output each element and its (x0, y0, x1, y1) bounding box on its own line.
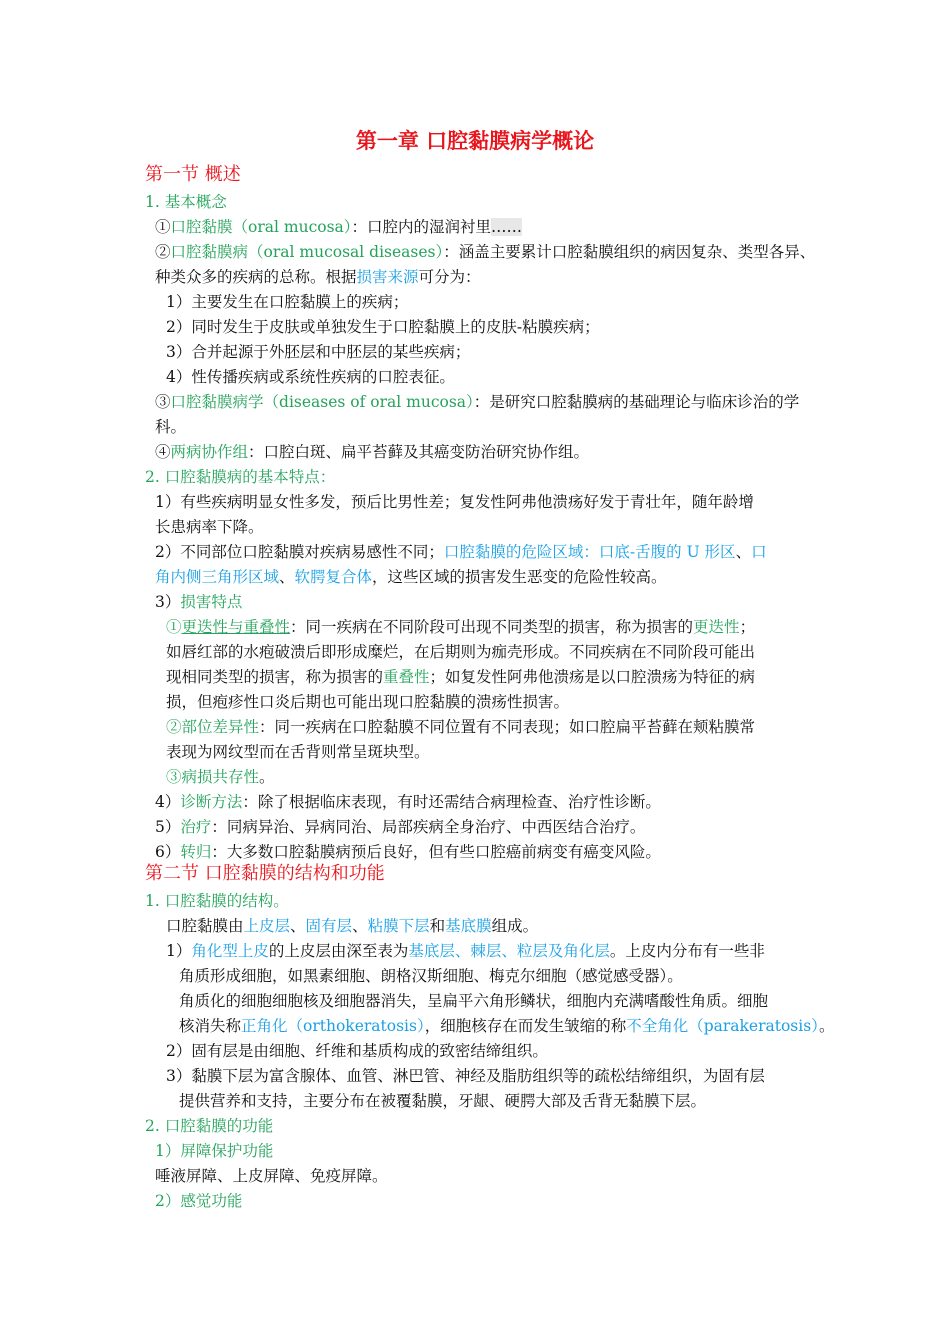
text: ，细胞核存在而发生皱缩的称 (424, 1017, 627, 1035)
text: ：同一疾病在不同阶段可出现不同类型的损害，称为损害的 (290, 618, 694, 636)
paragraph-line: 长患病率下降。 (155, 518, 264, 536)
paragraph-line (155, 790, 661, 814)
term: 软腭复合体 (294, 568, 373, 586)
term: 诊断方法 (180, 793, 243, 811)
section-heading: 第二节 口腔黏膜的结构和功能 (145, 863, 385, 884)
item-number: ① (155, 218, 171, 236)
text: 种类众多的疾病的总称。根据 (155, 268, 357, 286)
term: 基底层、棘层、粒层及角化层 (408, 942, 610, 960)
text: 口腔黏膜由 (166, 917, 244, 935)
term: 口腔黏膜（oral mucosa） (170, 218, 352, 236)
text: ，这些区域的损害发生恶变的危险性较高。 (372, 568, 667, 586)
text: 、 (279, 568, 295, 586)
paragraph-line (155, 540, 767, 564)
text: 。 (818, 1017, 835, 1035)
term: ②部位差异性 (166, 718, 260, 736)
term: 基底膜 (445, 917, 492, 935)
chapter-title: 第一章 口腔黏膜病学概论 (355, 128, 595, 153)
text: 核消失称 (179, 1017, 242, 1035)
list-item: 2）感觉功能 (155, 1192, 243, 1210)
text: 和 (429, 917, 446, 935)
paragraph-line: 提供营养和支持，主要分布在被覆黏膜，牙龈、硬腭大部及舌背无黏膜下层。 (179, 1092, 707, 1110)
text: ：除了根据临床表现，有时还需结合病理检查、治疗性诊断。 (242, 793, 661, 811)
paragraph-line: 角质形成细胞，如黑素细胞、朗格汉斯细胞、梅克尔细胞（感觉感受器）。 (179, 967, 683, 985)
subsection-heading: 1. 口腔黏膜的结构。 (145, 892, 289, 910)
item-number: 5） (155, 818, 181, 836)
text: ：是研究口腔黏膜病的基础理论与临床诊治的学 (473, 393, 800, 411)
list-item: 4）性传播疾病或系统性疾病的口腔表征。 (166, 368, 455, 386)
list-item: 1）屏障保护功能 (155, 1142, 274, 1160)
definition-oral-mucosal-diseases (155, 240, 815, 264)
subsection-heading: 2. 口腔黏膜的功能 (145, 1117, 274, 1135)
text: ； (739, 618, 756, 636)
definition-oral-mucosa (155, 215, 522, 239)
item-number: 1） (166, 942, 192, 960)
paragraph-line (166, 615, 755, 639)
subsection-heading: 2. 口腔黏膜病的基本特点： (145, 468, 336, 486)
list-item: 2）同时发生于皮肤或单独发生于口腔黏膜上的皮肤-粘膜疾病； (166, 318, 600, 336)
paragraph-line (155, 590, 242, 614)
text: ：口腔内的湿润衬里 (351, 218, 492, 236)
term: 口腔黏膜病学（diseases of oral mucosa） (170, 393, 474, 411)
text: ：口腔白斑、扁平苔藓及其癌变防治研究协作组。 (248, 443, 590, 461)
text: 。上皮内分布有一些非 (609, 942, 765, 960)
term: 口腔黏膜的危险区域 (443, 543, 584, 561)
term: 固有层 (305, 917, 353, 935)
paragraph-line (155, 815, 645, 839)
term: 治疗 (180, 818, 212, 836)
item-number: ① (166, 618, 182, 636)
term: 正角化（orthokeratosis） (241, 1017, 425, 1035)
ellipsis: …… (491, 218, 523, 236)
text: ： (583, 543, 599, 561)
text: 。 (259, 768, 275, 786)
term: 上皮层 (243, 917, 291, 935)
paragraph-line: 角质化的细胞细胞核及细胞器消失，呈扁平六角形鳞状，细胞内充满嗜酸性角质。细胞 (179, 992, 769, 1010)
text: 、 (735, 543, 752, 561)
paragraph-line (166, 665, 755, 689)
paragraph-line: 表现为网纹型而在舌背则常呈斑块型。 (166, 743, 430, 761)
definition-collaboration-group (155, 440, 589, 464)
item-number: ④ (155, 443, 171, 461)
term: 角化型上皮 (191, 942, 269, 960)
term: 更迭性 (693, 618, 740, 636)
text: ：同一疾病在口腔黏膜不同位置有不同表现；如口腔扁平苔藓在颊粘膜常 (259, 718, 756, 736)
term: 重叠性 (383, 668, 430, 686)
text: 、 (352, 917, 368, 935)
text: 的上皮层由深至表为 (268, 942, 409, 960)
term: 损害来源 (356, 268, 419, 286)
text: ：涵盖主要累计口腔黏膜组织的病因复杂、类型各异、 (443, 243, 816, 261)
paragraph-line: 如唇红部的水疱破溃后即形成糜烂，在后期则为痂壳形成。不同疾病在不同阶段可能出 (166, 643, 756, 661)
term: 口底-舌腹的 U 形区 (598, 543, 736, 561)
text: ；如复发性阿弗他溃疡是以口腔溃疡为特征的病 (429, 668, 756, 686)
list-item: 3）合并起源于外胚层和中胚层的某些疾病； (166, 343, 471, 361)
paragraph-line (166, 715, 755, 739)
term: 粘膜下层 (367, 917, 430, 935)
text: 组成。 (491, 917, 539, 935)
item-number: 3） (155, 593, 181, 611)
term: 更迭性与重叠性 (181, 618, 291, 636)
item-number: ③ (155, 393, 171, 411)
paragraph-line: 科。 (155, 418, 187, 436)
paragraph-line: 1）有些疾病明显女性多发，预后比男性差；复发性阿弗他溃疡好发于青壮年，随年龄增 (155, 493, 754, 511)
paragraph-line: 3）黏膜下层为富含腺体、血管、淋巴管、神经及脂肪组织等的疏松结缔组织，为固有层 (166, 1067, 765, 1085)
list-item: 1）主要发生在口腔黏膜上的疾病； (166, 293, 409, 311)
paragraph-line (155, 265, 481, 289)
paragraph-line (166, 939, 765, 963)
term: 转归 (180, 843, 212, 861)
section-heading: 第一节 概述 (145, 164, 241, 185)
paragraph-line: 2）固有层是由细胞、纤维和基质构成的致密结缔组织。 (166, 1042, 548, 1060)
paragraph-line: 唾液屏障、上皮屏障、免疫屏障。 (155, 1167, 388, 1185)
term: 损害特点 (180, 593, 243, 611)
term: 不全角化（parakeratosis） (626, 1017, 819, 1035)
term: 两病协作组 (170, 443, 249, 461)
text: 可分为： (418, 268, 481, 286)
paragraph-line (166, 765, 275, 789)
paragraph-line (155, 840, 661, 864)
text: ：同病异治、异病同治、局部疾病全身治疗、中西医结合治疗。 (211, 818, 646, 836)
paragraph-line: 损，但疱疹性口炎后期也可能出现口腔黏膜的溃疡性损害。 (166, 693, 570, 711)
text: 2）不同部位口腔黏膜对疾病易感性不同； (155, 543, 444, 561)
text: ：大多数口腔黏膜病预后良好，但有些口腔癌前病变有癌变风险。 (211, 843, 661, 861)
text: 、 (290, 917, 306, 935)
term: ③病损共存性 (166, 768, 260, 786)
text: 现相同类型的损害，称为损害的 (166, 668, 384, 686)
paragraph-line (179, 1014, 834, 1038)
item-number: 4） (155, 793, 181, 811)
term: 角内侧三角形区域 (155, 568, 280, 586)
item-number: 6） (155, 843, 181, 861)
definition-diseases-of-oral-mucosa (155, 390, 799, 414)
paragraph-line (166, 914, 538, 938)
item-number: ② (155, 243, 171, 261)
term: 口 (751, 543, 767, 561)
term: 口腔黏膜病（oral mucosal diseases） (170, 243, 444, 261)
subsection-heading: 1. 基本概念 (145, 193, 227, 211)
paragraph-line (155, 565, 667, 589)
